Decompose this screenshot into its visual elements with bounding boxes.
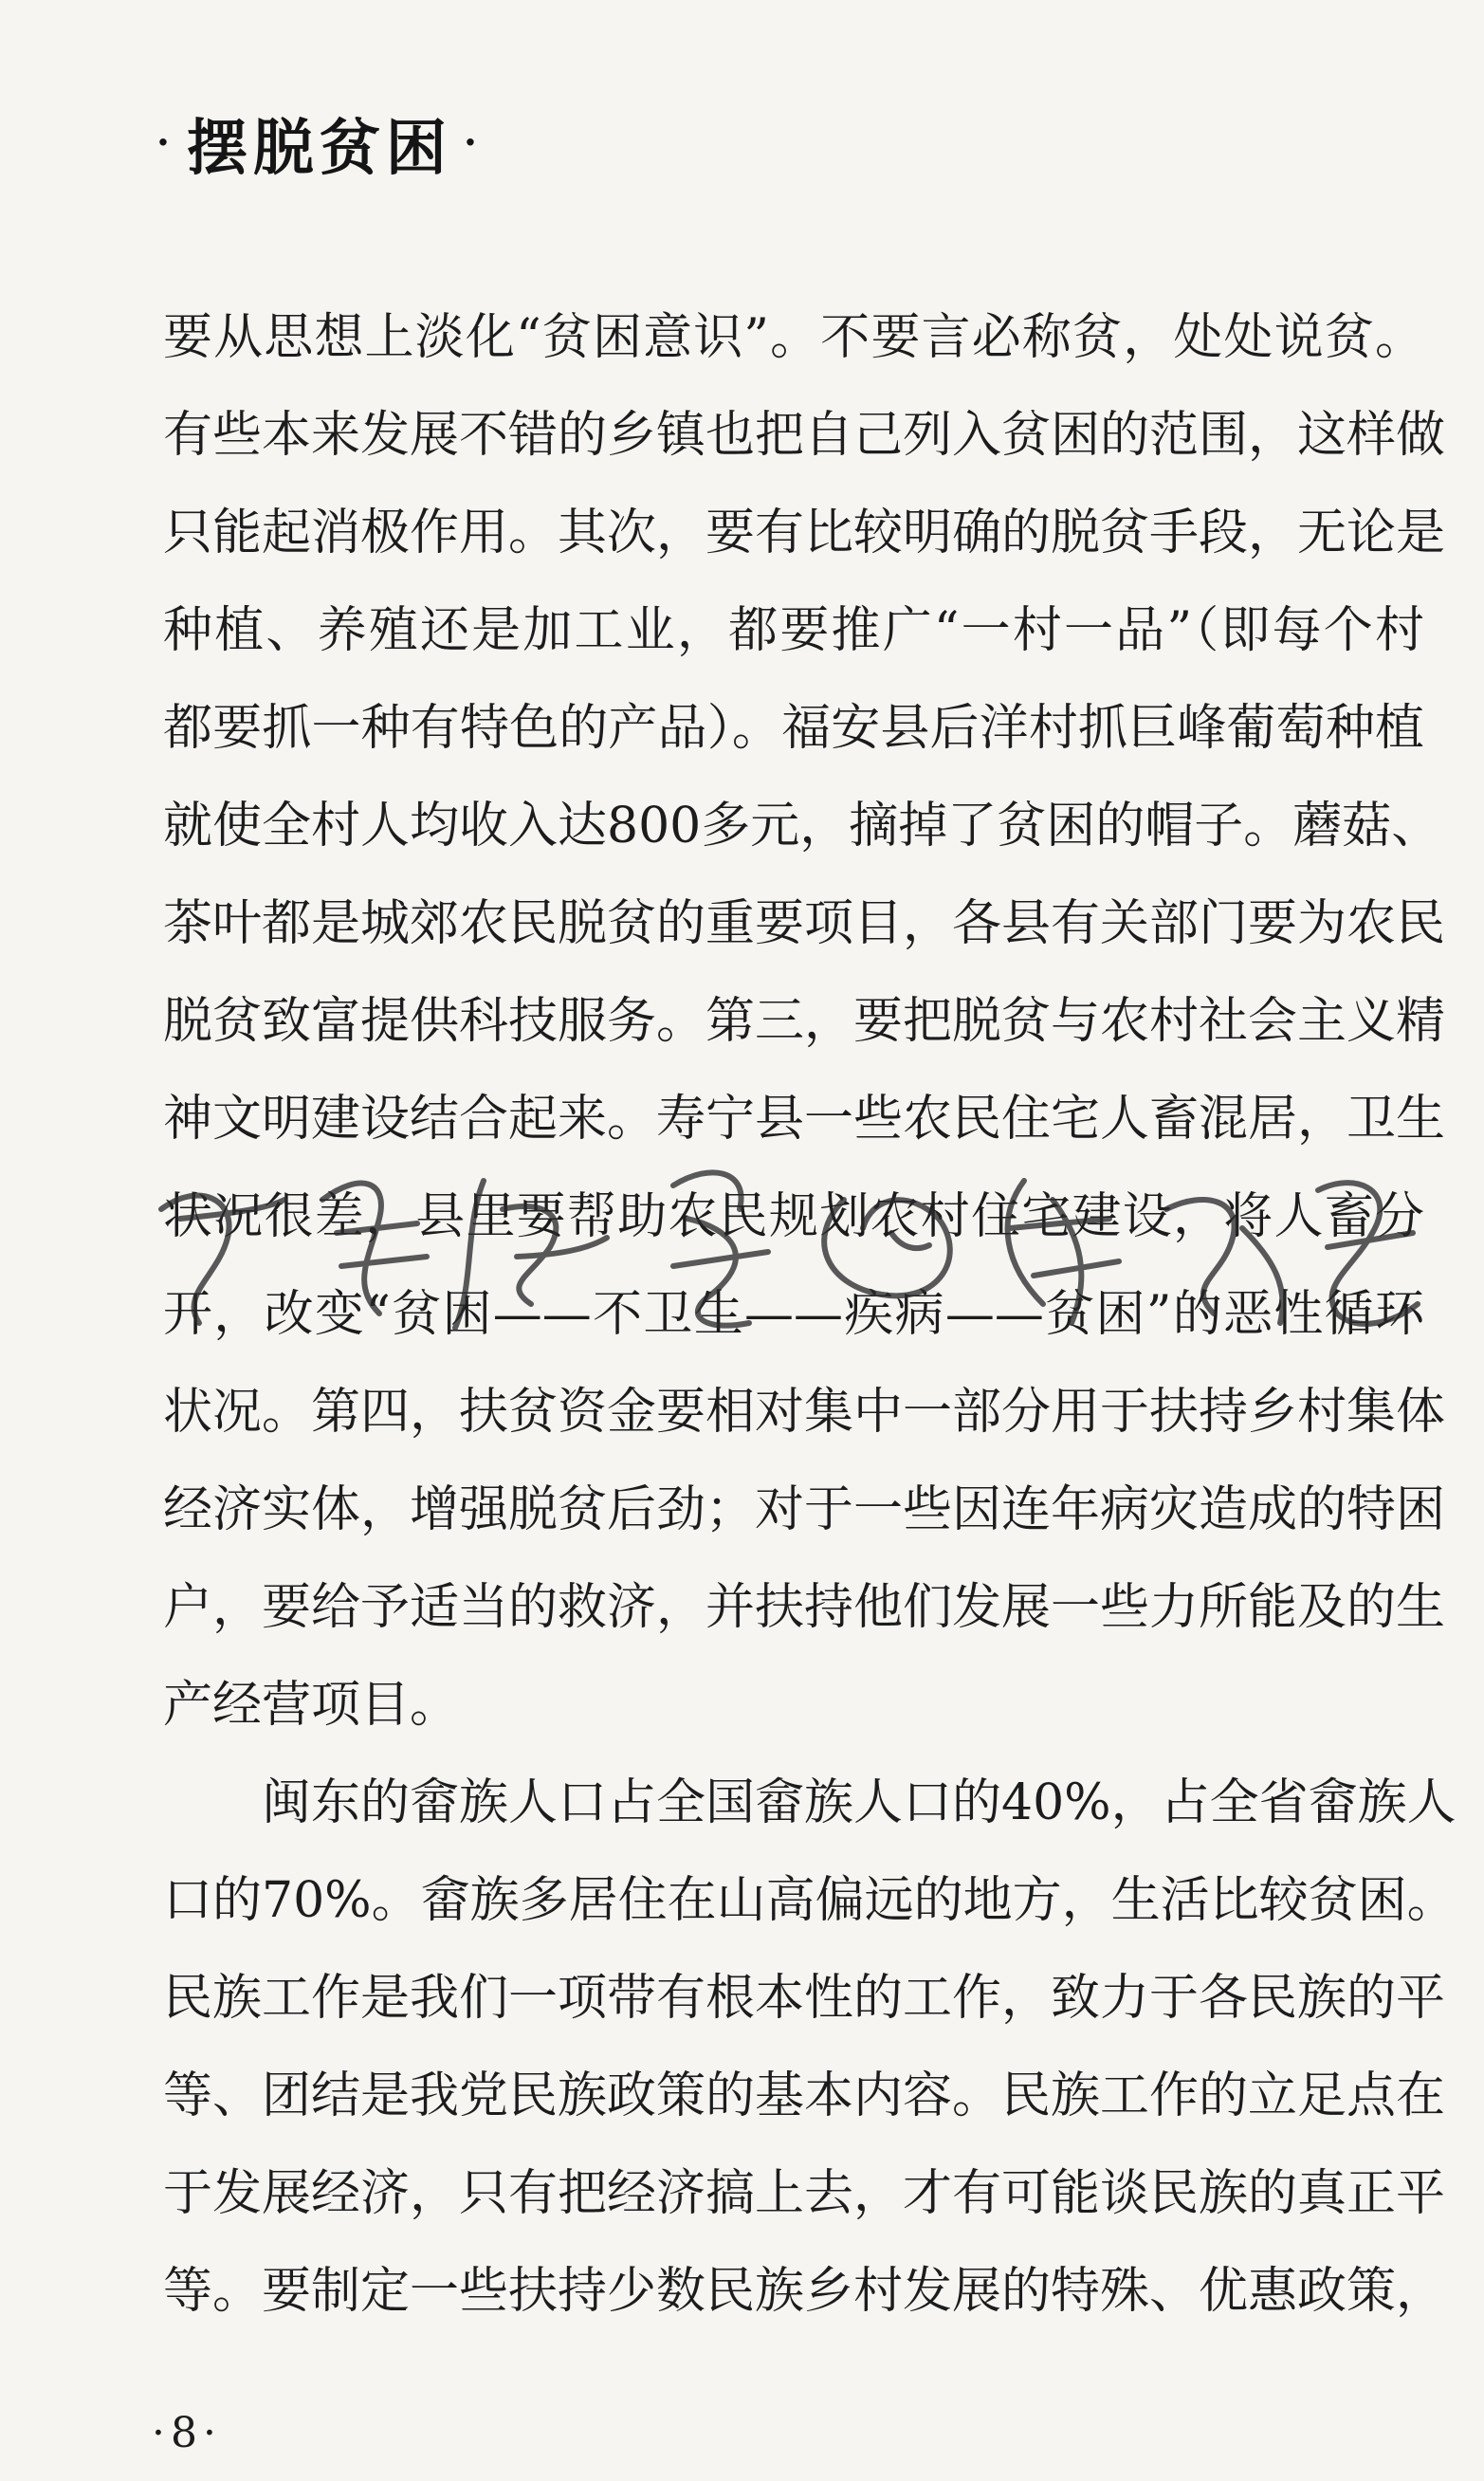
text-line: 开，改变“贫困——不卫生——疾病——贫困”的恶性循环	[163, 1286, 1424, 1343]
text-line: 等、团结是我党民族政策的基本内容。民族工作的立足点在	[163, 2068, 1446, 2124]
text-line: 民族工作是我们一项带有根本性的工作，致力于各民族的平	[163, 1970, 1446, 2027]
text-line: 闽东的畲族人口占全国畲族人口的40%，占全省畲族人	[262, 1774, 1457, 1831]
text-line: 户，要给予适当的救济，并扶持他们发展一些力所能及的生	[163, 1579, 1446, 1636]
text-line: 等。要制定一些扶持少数民族乡村发展的特殊、优惠政策，	[163, 2263, 1446, 2320]
text-line: 于发展经济，只有把经济搞上去，才有可能谈民族的真正平	[163, 2165, 1446, 2222]
text-line: 经济实体，增强脱贫后劲；对于一些因连年病灾造成的特困	[163, 1481, 1446, 1538]
text-line: 神文明建设结合起来。寿宁县一些农民住宅人畜混居，卫生	[163, 1091, 1446, 1148]
book-title: 摆脱贫困	[186, 113, 452, 184]
body-text	[163, 289, 1457, 2341]
text-line: 状况很差，县里要帮助农民规划农村住宅建设，将人畜分	[163, 1188, 1424, 1245]
text-line: 茶叶都是城郊农民脱贫的重要项目，各县有关部门要为农民	[163, 895, 1446, 952]
text-line: 状况。第四，扶贫资金要相对集中一部分用于扶持乡村集体	[163, 1384, 1446, 1441]
text-line: 有些本来发展不错的乡镇也把自己列入贫困的范围，这样做	[163, 407, 1446, 464]
text-line: 要从思想上淡化“贫困意识”。不要言必称贫，处处说贫。	[163, 309, 1424, 366]
header-dot-left: ·	[156, 120, 175, 165]
header-dot-right: ·	[463, 120, 483, 165]
text-line: 脱贫致富提供科技服务。第三，要把脱贫与农村社会主义精	[163, 993, 1446, 1050]
text-line: 只能起消极作用。其次，要有比较明确的脱贫手段，无论是	[163, 505, 1446, 561]
page-number: ·8·	[152, 2409, 222, 2457]
text-line: 就使全村人均收入达800多元，摘掉了贫困的帽子。蘑菇、	[163, 798, 1441, 855]
text-line: 产经营项目。	[163, 1677, 460, 1734]
text-line: 都要抓一种有特色的产品）。福安县后洋村抓巨峰葡萄种植	[163, 700, 1424, 757]
text-line: 种植、养殖还是加工业，都要推广“一村一品”（即每个村	[163, 602, 1424, 659]
text-line: 口的70%。畲族多居住在山高偏远的地方，生活比较贫困。	[163, 1872, 1457, 1929]
running-header	[156, 100, 483, 187]
